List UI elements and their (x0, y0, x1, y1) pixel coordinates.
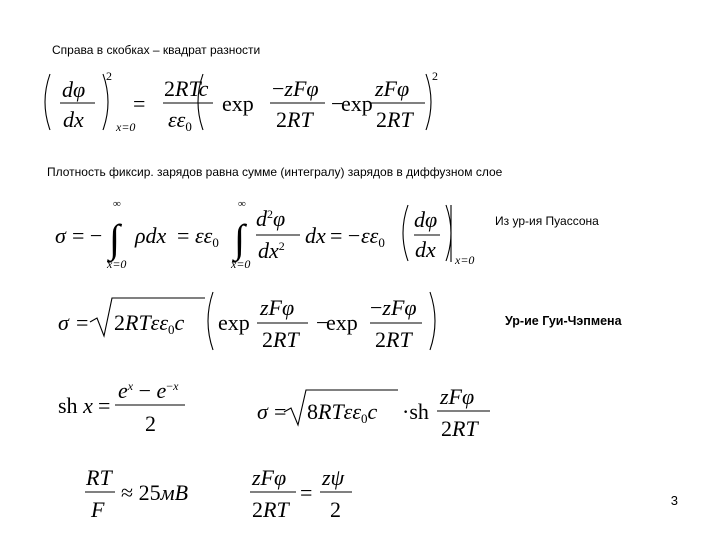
svg-text:= −: = − (72, 223, 103, 248)
svg-text:d2φ: $d^2\varphi$ (256, 206, 286, 231)
svg-text:≈ 25мВ: ≈ 25мВ (121, 480, 189, 505)
svg-text:σ: σ (55, 223, 66, 248)
svg-text:=: = (177, 223, 190, 248)
svg-text:=: = (98, 393, 111, 418)
svg-text:−: − (316, 310, 329, 335)
svg-text:·sh: ·sh (402, 399, 429, 424)
svg-text:εε0: εε0 (168, 107, 192, 134)
svg-text:εε0: εε0 (361, 223, 385, 250)
svg-text:2RT: 2RT (375, 327, 412, 352)
svg-text:=: = (76, 310, 89, 335)
svg-text:2RT: 2RT (441, 416, 478, 441)
svg-text:8RTεε0c: 8RTεε0c (307, 399, 378, 426)
svg-text:dx: dx (63, 107, 84, 132)
svg-text:2: 2 (106, 69, 112, 83)
svg-text:2RTc: 2RTc (164, 76, 209, 101)
svg-text:σ: σ (257, 399, 268, 424)
svg-text:zψ: zψ (322, 465, 345, 490)
svg-text:= −: = − (330, 223, 361, 248)
svg-text:∞: ∞ (113, 198, 121, 210)
svg-text:2: 2 (145, 411, 156, 436)
svg-text:dx2: $dx^2$ (258, 238, 285, 263)
svg-text:=: = (274, 399, 287, 424)
svg-text:zFφ: zFφ (252, 465, 287, 490)
svg-text:2RTεε0c: 2RTεε0c (114, 310, 185, 337)
svg-text:∞: ∞ (238, 198, 246, 210)
svg-text:dx: dx (305, 223, 326, 248)
svg-text:x=0: x=0 (107, 257, 127, 271)
svg-text:εε0: εε0 (195, 223, 219, 250)
svg-text:x=0: x=0 (455, 253, 475, 267)
note-square-of-difference: Справа в скобках – квадрат разности (52, 43, 261, 57)
svg-text:∫: ∫ (234, 216, 245, 261)
svg-text:∫: ∫ (109, 216, 120, 261)
svg-text:2RT: 2RT (376, 107, 413, 132)
svg-text:exp: exp (222, 91, 254, 116)
note-charge-density: Плотность фиксир. зарядов равна сумме (интегралу) зарядов в диффузном слое (47, 165, 503, 179)
svg-text:dx: dx (415, 237, 436, 262)
svg-text:−zFφ: −zFφ (370, 295, 417, 320)
svg-text:exp: exp (326, 310, 358, 335)
svg-text:x=0: x=0 (231, 257, 251, 271)
svg-text:exp: exp (341, 91, 373, 116)
svg-text:σ: σ (58, 310, 69, 335)
svg-text:−zFφ: −zFφ (272, 76, 319, 101)
svg-text:exp: exp (218, 310, 250, 335)
note-gouy-chapman: Ур-ие Гуи-Чэпмена (505, 314, 622, 328)
svg-text:2RT: 2RT (252, 497, 289, 522)
svg-text:zFφ: zFφ (375, 76, 410, 101)
svg-text:dφ: dφ (62, 77, 86, 102)
svg-text:2RT: 2RT (262, 327, 299, 352)
svg-text:ρdx: ρdx (135, 223, 167, 248)
svg-text:RT: RT (86, 465, 112, 490)
svg-text:=: = (133, 91, 146, 116)
svg-text:2: 2 (432, 69, 438, 83)
svg-text:−: − (331, 91, 344, 116)
svg-text:sh x: sh x (58, 393, 93, 418)
svg-text:zFφ: zFφ (260, 295, 295, 320)
svg-text:F: F (91, 497, 105, 522)
svg-text:dφ: dφ (414, 207, 438, 232)
svg-text:2RT: 2RT (276, 107, 313, 132)
svg-text:x=0: x=0 (116, 120, 136, 134)
svg-text:=: = (300, 480, 313, 505)
svg-text:ex − e−x: $e^x - e^-x$ (118, 378, 179, 403)
svg-text:2: 2 (330, 497, 341, 522)
svg-text:zFφ: zFφ (440, 384, 475, 409)
note-poisson: Из ур-ия Пуассона (495, 214, 599, 228)
page-number: 3 (670, 493, 678, 508)
